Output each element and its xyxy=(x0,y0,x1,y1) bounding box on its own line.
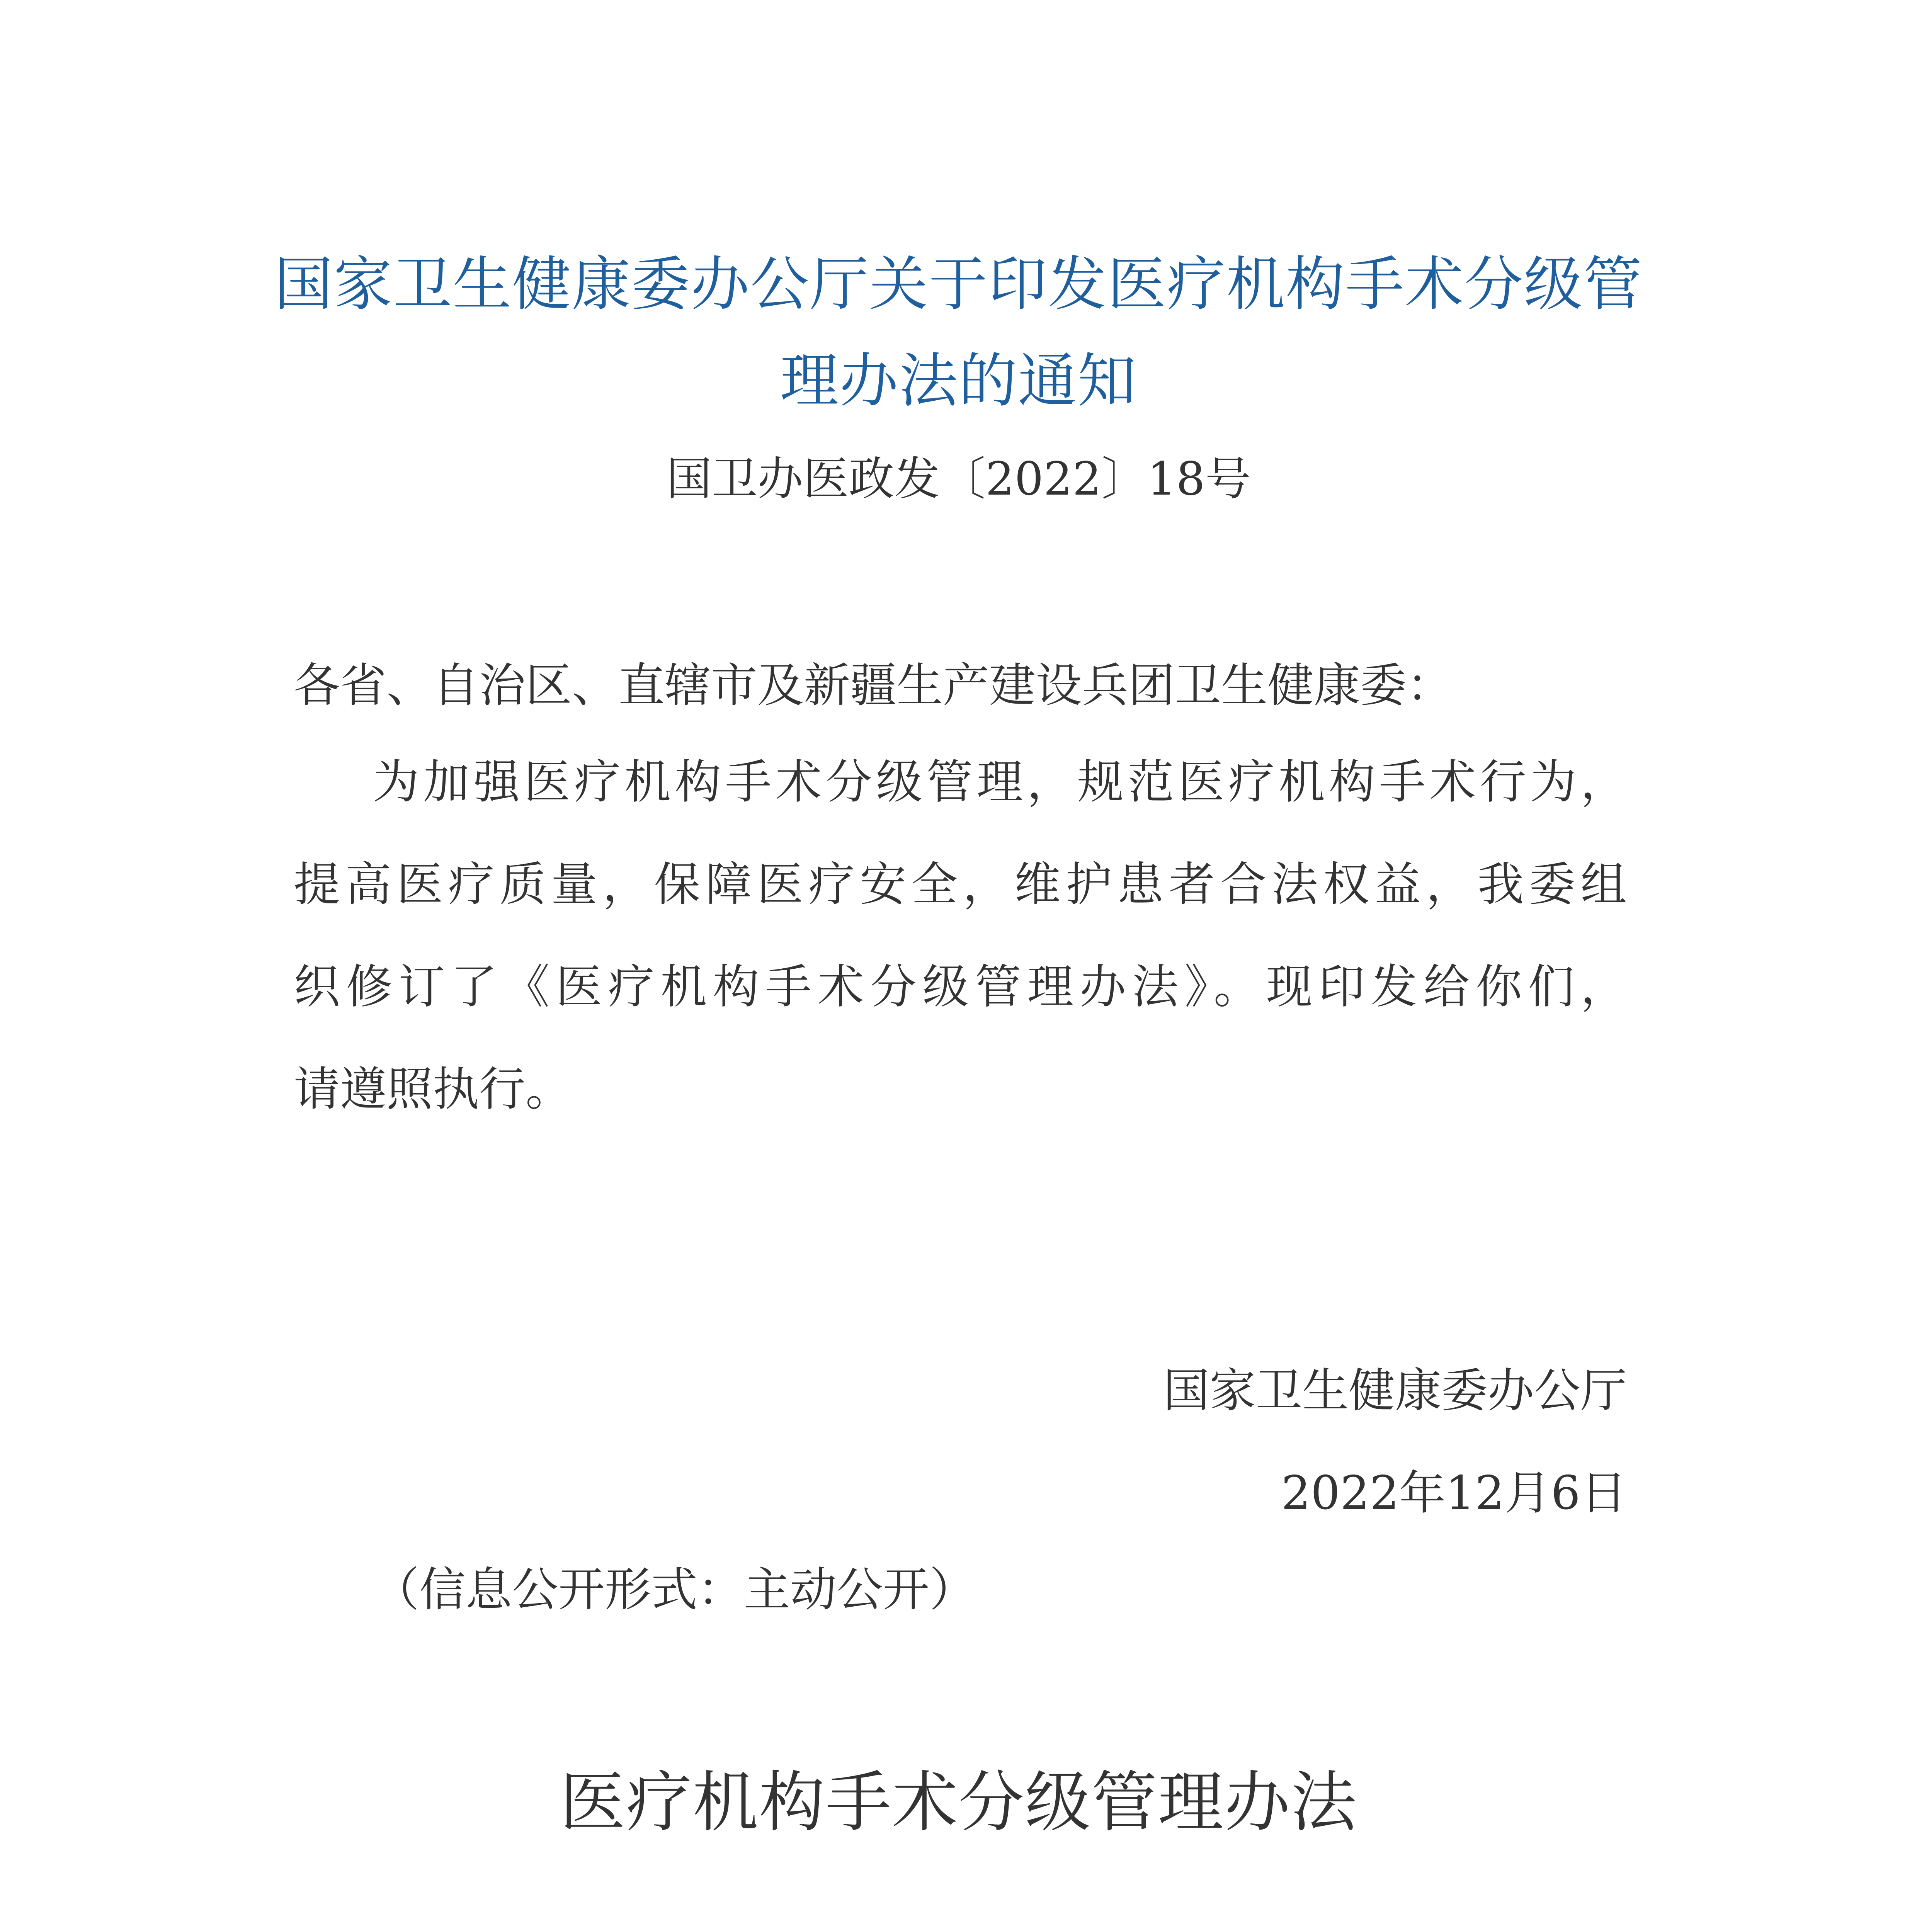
notice-paragraph-line: 织修订了《医疗机构手术分级管理办法》。现印发给你们， xyxy=(294,960,1627,1014)
issue-date: 2022年12月6日 xyxy=(1281,1466,1627,1520)
document-number: 国卫办医政发〔2022〕18号 xyxy=(666,452,1251,505)
notice-title-line-1: 国家卫生健康委办公厅关于印发医疗机构手术分级管 xyxy=(274,250,1643,318)
recipient-line: 各省、自治区、直辖市及新疆生产建设兵团卫生健康委： xyxy=(294,659,1453,713)
notice-paragraph-line: 提高医疗质量，保障医疗安全，维护患者合法权益，我委组 xyxy=(294,858,1627,912)
regulation-title: 医疗机构手术分级管理办法 xyxy=(560,1764,1357,1841)
issuer-signature: 国家卫生健康委办公厅 xyxy=(1163,1364,1627,1418)
notice-title-line-2: 理办法的通知 xyxy=(780,347,1137,415)
notice-paragraph-line: 请遵照执行。 xyxy=(294,1063,572,1116)
disclosure-note: （信息公开形式：主动公开） xyxy=(373,1563,976,1617)
notice-paragraph-line: 为加强医疗机构手术分级管理，规范医疗机构手术行为， xyxy=(373,755,1627,809)
